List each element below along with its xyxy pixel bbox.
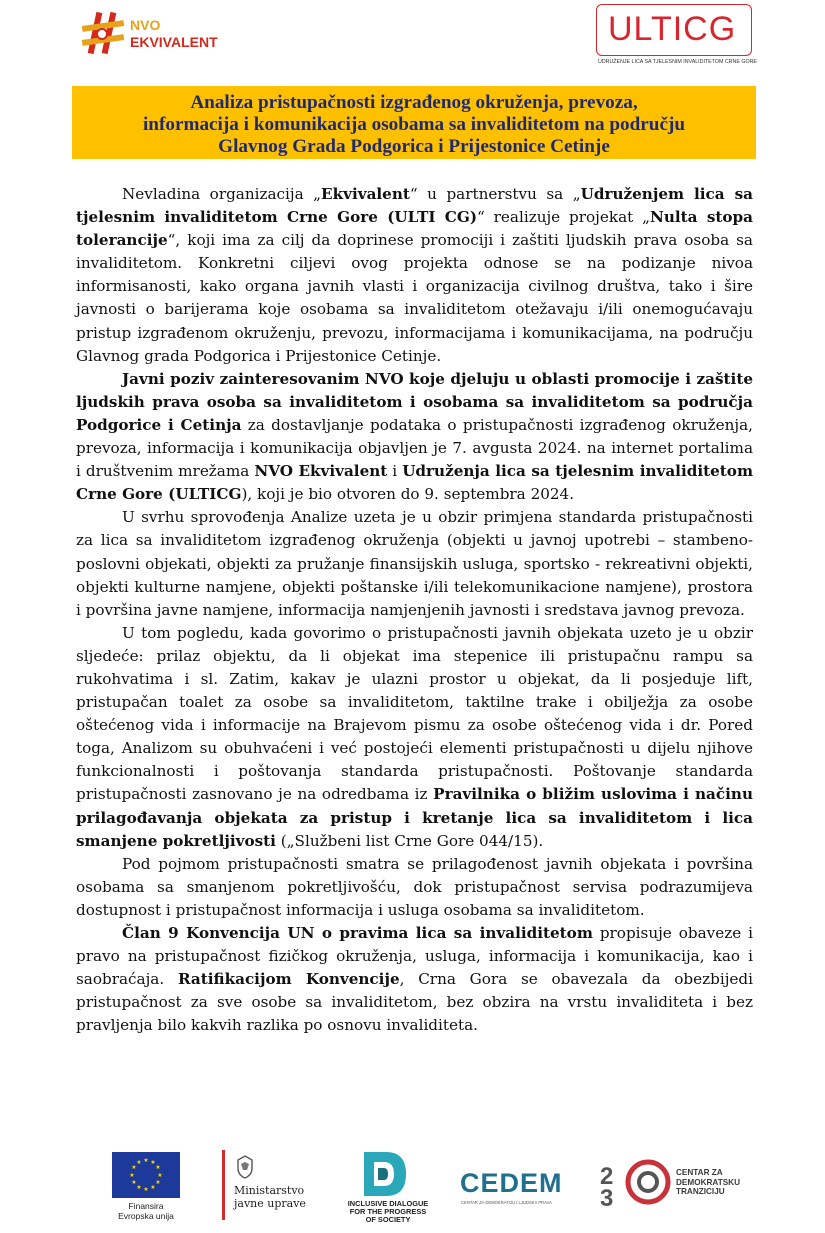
svg-text:★: ★ — [136, 1184, 142, 1191]
paragraph-2: Javni poziv zainteresovanim NVO koje djeluju u oblasti promocije i zaštite ljudskih prava osoba sa invaliditetom i osobama sa invaliditetom sa područja Podgorice i Cetinja za dostavljanje podataka o pristupačnosti izgrađenog okruženja, prevoza, informacija i komunikacija objavljen je 7. avgusta 2024. na internet portalima i društvenim mrežama NVO Ekvivalent i Udruženja lica sa tjelesnim invaliditetom Crne Gore (ULTICG), koji je bio otvoren do 9. septembra 2024. — [76, 369, 754, 504]
paragraph-1: Nevladina organizacija „Ekvivalent“ u partnerstvu sa „Udruženjem lica sa tjelesnim invaliditetom Crne Gore (ULTI CG)“ realizuje projekat „Nulta stopa tolerancije“, koji ima za cilj da doprinese promociji i zaštiti ljudskih prava osoba sa invaliditetom. Konkretni ciljevi ovog projekta odnose se na podizanje nivoa informisanosti, kako organa javnih vlasti i organizacija civilnog društva, tako i šire javnosti o barijerama koje osobama sa invaliditetom otežavaju i/ili onemogućavaju pristup izgrađenom okruženju, prevozu, informacijama i komunikacijama, na području Glavnog grada Podgorica i Prijestonice Cetinje. — [76, 185, 754, 365]
svg-text:★: ★ — [131, 1179, 137, 1186]
svg-text:★: ★ — [143, 1186, 149, 1193]
svg-text:3: 3 — [600, 1185, 614, 1210]
czdt-logo-text: CENTAR ZA DEMOKRATSKU TRANZICIJU — [676, 1168, 740, 1196]
cedem-subtitle: CENTAR ZA DEMOKRATIJU I LJUDSKA PRAVA — [461, 1200, 552, 1205]
svg-text:2: 2 — [600, 1163, 614, 1190]
svg-text:★: ★ — [150, 1184, 156, 1191]
czdt-mark-icon — [600, 1154, 678, 1210]
ministry-logo-text: Ministarstvo javne uprave — [234, 1184, 306, 1210]
svg-text:★: ★ — [155, 1179, 161, 1186]
footer-logos — [0, 1140, 825, 1233]
paragraph-4: U tom pogledu, kada govorimo o pristupačnosti javnih objekata uzeto je u obzir sljedeće: prilaz objektu, da li objekat ima stepenice ili pristupačnu rampu sa rukohvatima i sl. Zatim, kakav je ulazni prostor u objekat, da li posjeduje lift, pristupačan toalet za osobe sa invaliditetom, taktilne trake i obilježja za osobe oštećenog vida i informacije na Brajevom pismu za osobe oštećenog vida i dr. Pored toga, Analizom su obuhvaćeni i već postojeći elementi pristupačnosti u dijelu njihove funkcionalnosti i poštovanja standarda pristupačnosti. Poštovanje standarda pristupačnosti zasnovano je na odredbama iz Pravilnika o bližim uslovima i načinu prilagođavanja objekata za pristup i kretanje lica sa invaliditetom i lica smanjene pokretljivosti („Službeni list Crne Gore 044/15). — [76, 623, 753, 850]
svg-text:★: ★ — [129, 1172, 135, 1179]
svg-text:★: ★ — [157, 1172, 163, 1179]
document-body — [76, 183, 753, 1037]
svg-text:★: ★ — [155, 1164, 161, 1171]
ekvivalent-logo-line2: EKVIVALENT — [130, 34, 218, 50]
title-line-3: Glavnog Grada Podgorica i Prijestonice Cetinje — [218, 136, 610, 157]
ekvivalent-hash-icon — [78, 10, 128, 58]
ulticg-logo — [596, 4, 766, 66]
paragraph-6: Član 9 Konvencija UN o pravima lica sa invaliditetom propisuje obaveze i pravo na pristupačnost fizičkog okruženja, usluga, informacija i komunikacija, kao i saobraćaja. Ratifikacijom Konvencije, Crna Gora se obavezala da obezbijedi pristupačnost za sve osobe sa invaliditetom, bez obzira na vrstu invaliditeta i bez pravljenja bilo kakvih razlika po osnovu invaliditeta. — [76, 924, 753, 1035]
inclusive-dialogue-text: INCLUSIVE DIALOGUE FOR THE PROGRESS OF SOCIETY — [347, 1199, 429, 1224]
ekvivalent-logo-line1: NVO — [130, 17, 161, 33]
ulticg-subtitle: UDRUŽENJE LICA SA TJELESNIM INVALIDITETOM CRNE GORE — [598, 59, 757, 65]
eu-flag-icon — [112, 1152, 180, 1198]
title-line-2: informacija i komunikacija osobama sa invaliditetom na području — [142, 114, 686, 135]
ulticg-logo-text: ULTICG — [608, 10, 737, 48]
montenegro-crest-icon — [232, 1154, 258, 1180]
paragraph-5: Pod pojmom pristupačnosti smatra se prilagođenost javnih objekata i površina osobama sa smanjenom pokretljivošću, dok pristupačnost servisa podrazumijeva dostupnost i pristupačnost informacija i usluga osobama sa invaliditetom. — [76, 854, 753, 919]
eu-caption: Finansira Evropska unija — [118, 1201, 174, 1221]
document-title — [72, 86, 756, 159]
svg-text:★: ★ — [143, 1157, 149, 1164]
svg-text:★: ★ — [136, 1159, 142, 1166]
cedem-logo: CEDEM — [460, 1168, 563, 1198]
title-line-1: Analiza pristupačnosti izgrađenog okruženja, prevoza, — [190, 92, 638, 113]
ministry-divider — [222, 1150, 225, 1220]
inclusive-dialogue-icon — [360, 1148, 410, 1200]
paragraph-3: U svrhu sprovođenja Analize uzeta je u obzir primjena standarda pristupačnosti za lica sa invaliditetom izgrađenog okruženja (objekti u javnoj upotrebi – stambeno-poslovni objekati, objekti za pružanje finansijskih usluga, sportsko - rekreativni objekti, objekti kulturne namjene, objekti poštanske i/ili telekomunikacione namjene), prostora i površina javne namjene, informacija namjenjenih javnosti i sredstava javnog prevoza. — [76, 508, 753, 619]
svg-text:★: ★ — [131, 1164, 137, 1171]
svg-text:★: ★ — [150, 1159, 156, 1166]
ekvivalent-logo — [78, 10, 218, 58]
